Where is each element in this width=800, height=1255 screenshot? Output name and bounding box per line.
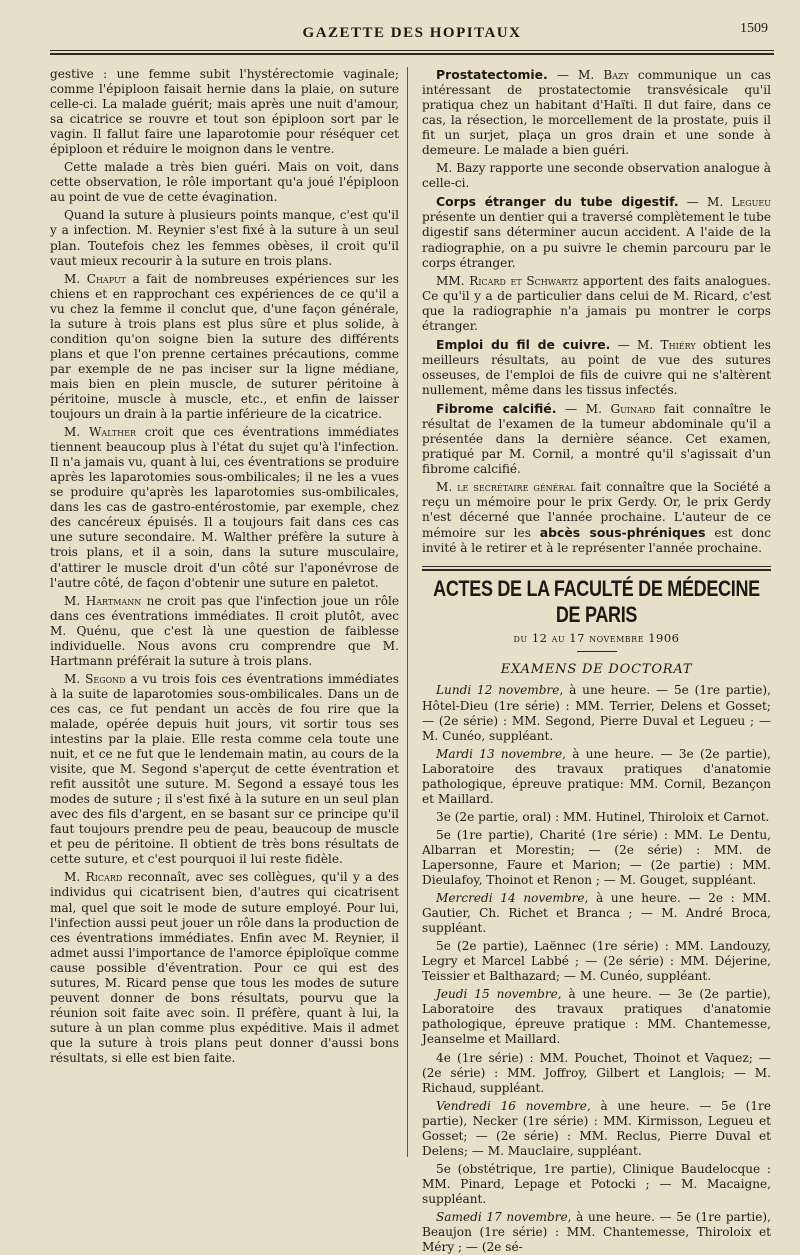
speaker-name: M. Thiéry xyxy=(637,337,696,352)
exam-day: Samedi 17 novembre xyxy=(436,1210,568,1224)
paragraph: Cette malade a très bien guéri. Mais on voit, dans cette observation, le rôle important qu'a joué l'épiploon au point de vue de cette évagination. xyxy=(50,160,399,205)
paragraph xyxy=(50,594,399,669)
speaker-name: M. Bazy xyxy=(578,68,629,82)
exam-day: Mardi 13 novembre xyxy=(436,746,563,761)
paragraph: Emploi du fil de cuivre. — M. Thiéry obtient les meilleurs résultats, au point de vue des sutures osseuses, de l'emploi de fils de cuivre qui ne s'altèrent nullement, même dans les tissus infectés. xyxy=(422,336,771,397)
exam-entry: 5e (obstétrique, 1re partie), Clinique Baudelocque : MM. Pinard, Lepage et Potocki ; — M. Macaigne, suppléant. xyxy=(422,1161,771,1206)
exam-text: , à une heure. — 5e (1re partie), Necker (1re série) : MM. Kirmisson, Legueu et Gosset; — (2e série) : MM. Reclus, Pierre Duval et Delens; — M. Mauclaire, suppléant. xyxy=(422,1098,771,1158)
paragraph-text: obtient les meilleurs résultats, au point de vue des sutures osseuses, de l'emploi de fils de cuivre qui ne s'altèrent nullement, même dans les tissus infectés. xyxy=(422,337,771,397)
paragraph-text: a fait de nombreuses expériences sur les chiens et en rapprochant ces expériences de ce qu'il a vu chez la femme il conclut que, d'une façon générale, la suture à trois plans est plus sûre et plus solide, à condition qu'on soigne bien la suture des différents plans et que l'on prenne certaines précautions, comme par exemple de ne pas inciser sur la ligne médiane, mais bien en plein muscle, de suturer péritoine à péritoine, muscle à muscle, etc., et enfin de laisser toujours un drain à la partie inférieure de la cicatrice. xyxy=(50,271,400,422)
paragraph-text: a vu trois fois ces éventrations immédiates à la suite de laparotomies sous-ombilicales. Dans un de ces cas, ce fut pendant un accès de fou rire que la malade, opérée depuis huit jours, vit sortir tous ses intestins par la plaie. Elle resta comme cela toute une nuit, et ce ne fut que le lendemain matin, au cours de la visite, que M. Segond s'aperçut de cette éventration et refit aussitôt une suture. M. Segond a essayé tous les modes de suture ; il s'est fixé à la suture en un seul plan avec des fils d'argent, en se basant sur ce principe qu'il faut toujours prendre peu de peau, beaucoup de muscle et peu de péritoine. Il obtient de très bons résultats de cette suture, et c'est pourquoi il lui reste fidèle. xyxy=(50,671,400,867)
paragraph-text: apportent des faits analogues. Ce qu'il y a de particulier dans celui de M. Ricard, c'est que la radiographie n'a jamais pu montrer le corps étranger. xyxy=(422,273,771,333)
paragraph: M. Bazy rapporte une seconde observation analogue à celle-ci. xyxy=(422,161,771,191)
section-title: ACTES DE LA FACULTÉ DE MÉDECINE DE PARIS xyxy=(433,576,760,628)
exam-entry xyxy=(422,1210,771,1255)
speaker-name: M. Ricard xyxy=(64,870,123,885)
paragraph xyxy=(50,870,399,1066)
section-lead: Prostatectomie. xyxy=(436,67,548,82)
exam-entry xyxy=(422,683,771,743)
exam-day: Lundi 12 novembre xyxy=(436,683,560,698)
short-rule xyxy=(577,651,617,652)
right-column xyxy=(422,67,772,1255)
left-column xyxy=(50,67,408,1157)
speaker-name: M. le secrétaire général xyxy=(436,480,576,495)
page-header xyxy=(50,20,774,46)
exam-text: , à une heure. — 3e (2e partie), Laboratoire des travaux pratiques d'anatomie pathologique, épreuve pratique: MM. Cornil, Bezançon et Maillard. xyxy=(422,746,771,806)
paragraph xyxy=(50,272,399,422)
section-lead: Corps étranger du tube digestif. xyxy=(436,194,679,210)
exam-entry: 5e (1re partie), Charité (1re série) : MM. Le Dentu, Albarran et Morestin; — (2e série) : MM. de Lapersonne, Faure et Marion; — (2e partie) : MM. Dieulafoy, Thoinot et Renon ; — M. Gouget, suppléant. xyxy=(422,827,771,888)
paragraph-text: communique un cas intéressant de prostatectomie transvésicale qu'il pratiqua chez un habitant d'Haïti. Il dut faire, dans ce cas, la résection, le morcellement de la prostate, puis il fit un surjet, plaça un gros drain et une sonde à demeure. Le malade a bien guéri. xyxy=(422,68,771,158)
exam-entry: 4e (1re série) : MM. Pouchet, Thoinot et Vaquez; — (2e série) : MM. Joffroy, Gilbert et Langlois; — M. Richaud, suppléant. xyxy=(422,1050,771,1095)
exam-day: Mercredi 14 novembre xyxy=(436,891,585,906)
exam-entry xyxy=(422,747,771,807)
speaker-name: M. Chaput xyxy=(64,271,127,286)
exam-text: , à une heure. — 2e : MM. Gautier, Ch. Richet et Branca ; — M. André Broca, suppléant. xyxy=(422,891,771,936)
speaker-name: MM. Ricard et Schwartz xyxy=(436,273,579,288)
exam-title: EXAMENS DE DOCTORAT xyxy=(500,662,693,678)
exam-entry: 3e (2e partie, oral) : MM. Hutinel, Thiroloix et Carnot. xyxy=(436,809,770,824)
exam-text: , à une heure. — 5e (1re partie), Beaujon (1re série) : MM. Chantemesse, Thiroloix et Méry ; — (2e sé- xyxy=(422,1210,771,1255)
header-rule xyxy=(50,50,774,55)
paragraph-text: présente un dentier qui a traversé complètement le tube digestif sans déterminer aucun accident. A l'aide de la radiographie, on a pu suivre le chemin parcouru par le corps étranger. xyxy=(422,210,771,270)
paragraph xyxy=(422,274,771,334)
exam-day: Vendredi 16 novembre xyxy=(436,1098,587,1113)
page-number: 1509 xyxy=(740,21,768,36)
bold-term: abcès sous-phréniques xyxy=(539,525,706,541)
exam-day: Jeudi 15 novembre xyxy=(436,987,558,1002)
paragraph: Quand la suture à plusieurs points manque, c'est qu'il y a infection. M. Reynier s'est fixé à la suture à un seul plan. Toutefois chez les femmes obèses, il croit qu'il vaut mieux recourir à la suture en trois plans. xyxy=(50,208,399,268)
exam-entry: 5e (2e partie), Laënnec (1re série) : MM. Landouzy, Legry et Marcel Labbé ; — (2e série) : MM. Déjerine, Teissier et Balthazard; — M. Cunéo, suppléant. xyxy=(422,939,771,984)
paragraph xyxy=(422,480,771,556)
paragraph: gestive : une femme subit l'hystérectomie vaginale; comme l'épiploon faisait hernie dans la plaie, on suture celle-ci. La malade guérit; mais après une nuit d'amour, sa cicatrice se rouvre et tout son épiploon sort par le vagin. Il fallut faire une laparotomie pour réséquer cet épiploon et réduire le moignon dans le ventre. xyxy=(50,67,399,157)
speaker-name: M. Walther xyxy=(64,425,137,440)
section-lead: Emploi du fil de cuivre. xyxy=(436,336,611,352)
speaker-name: M. Segond xyxy=(64,671,126,686)
speaker-name: M. Legueu xyxy=(706,195,771,210)
section-lead: Fibrome calcifié. xyxy=(436,400,557,416)
exam-entry xyxy=(422,891,771,936)
exam-entry xyxy=(422,1099,771,1159)
paragraph-text: reconnaît, avec ses collègues, qu'il y a des individus qui cicatrisent bien, d'autres qui cicatrisent mal, quel que soit le mode de suture employé. Pour lui, l'infection aussi peut jouer un rôle dans la production de ces éventrations immédiates. Enfin avec M. Reynier, il admet aussi l'importance de l'amorce épiploïque comme cause possible d'éventration. Pour ce qui est des sutures, M. Ricard pense que tous les modes de suture peuvent donner de bons résultats, pourvu que la réunion soit faite avec soin. Il préfère, quant à lui, la suture à un plan comme plus expéditive. Mais il admet que la suture à trois plans peut donner d'aussi bons résultats, si elle est bien faite. xyxy=(50,870,399,1065)
paragraph: Prostatectomie. — M. Bazy communique un cas intéressant de prostatectomie transvésicale qu'il pratiqua chez un habitant d'Haïti. Il dut faire, dans ce cas, la résection, le morcellement de la prostate, puis il fit un surjet, plaça un gros drain et une sonde à demeure. Le malade a bien guéri. xyxy=(422,67,771,158)
exam-entry xyxy=(422,987,771,1047)
paragraph-text: fait connaître le résultat de l'examen de la tumeur abdominale qu'il a présentée dans la dernière séance. Cet examen, pratiqué par M. Cornil, a montré qu'il s'agissait d'un fibrome calcifié. xyxy=(422,401,771,477)
paragraph-text: est donc invité à le retirer et à le représenter l'année prochaine. xyxy=(422,526,772,556)
paragraph-text: croit que ces éventrations immédiates tiennent beaucoup plus à l'état du sujet qu'à l'infection. Il n'a jamais vu, quant à lui, ces éventrations se produire après les laparotomies sous-ombilicales; il ne les a vues se produire qu'après les laparotomies sus-ombilicales, dans les cas de gastro-entérostomie, par exemple, chez des cancéreux épuisés. Il a toujours fait dans ces cas une suture secondaire. M. Walther préfère la suture à trois plans, et il a soin, dans la suture musculaire, d'attirer le muscle droit d'un côté sur l'aponévrose de l'autre côté, de façon d'obtenir une suture en paletot. xyxy=(50,425,399,590)
section-date: du 12 au 17 novembre 1906 xyxy=(513,631,680,646)
paragraph-text: fait connaître que la Société a reçu un mémoire pour le prix Gerdy. Or, le prix Gerdy n'est décerné que l'année prochaine. L'auteur de ce mémoire sur les xyxy=(422,480,771,541)
paragraph-text: ne croit pas que l'infection joue un rôle dans ces éventrations immédiates. Il croit plutôt, avec M. Quénu, que c'est là une question de faiblesse individuelle. Nous avons cru comprendre que M. Hartmann préférait la suture à trois plans. xyxy=(50,593,399,668)
exam-text: , à une heure. — 5e (1re partie), Hôtel-Dieu (1re série) : MM. Terrier, Delens et Gosset; — (2e série) : MM. Segond, Pierre Duval et Legueu ; — M. Cunéo, suppléant. xyxy=(422,683,771,743)
paragraph xyxy=(50,672,399,868)
journal-title: GAZETTE DES HOPITAUX xyxy=(302,25,522,41)
section-separator xyxy=(422,566,771,571)
paragraph: Corps étranger du tube digestif. — M. Legueu présente un dentier qui a traversé complètement le tube digestif sans déterminer aucun accident. A l'aide de la radiographie, on a pu suivre le chemin parcouru par le corps étranger. xyxy=(422,194,771,270)
paragraph xyxy=(50,425,399,591)
columns xyxy=(50,67,774,1255)
speaker-name: M. Hartmann xyxy=(64,593,142,608)
speaker-name: M. Guinard xyxy=(585,401,656,416)
exam-text: , à une heure. — 3e (2e partie), Laboratoire des travaux pratiques d'anatomie pathologique, épreuve pratique : MM. Chantemesse, Jeanselme et Maillard. xyxy=(422,987,771,1047)
paragraph: Fibrome calcifié. — M. Guinard fait connaître le résultat de l'examen de la tumeur abdominale qu'il a présentée dans la dernière séance. Cet examen, pratiqué par M. Cornil, a montré qu'il s'agissait d'un fibrome calcifié. xyxy=(422,400,771,477)
